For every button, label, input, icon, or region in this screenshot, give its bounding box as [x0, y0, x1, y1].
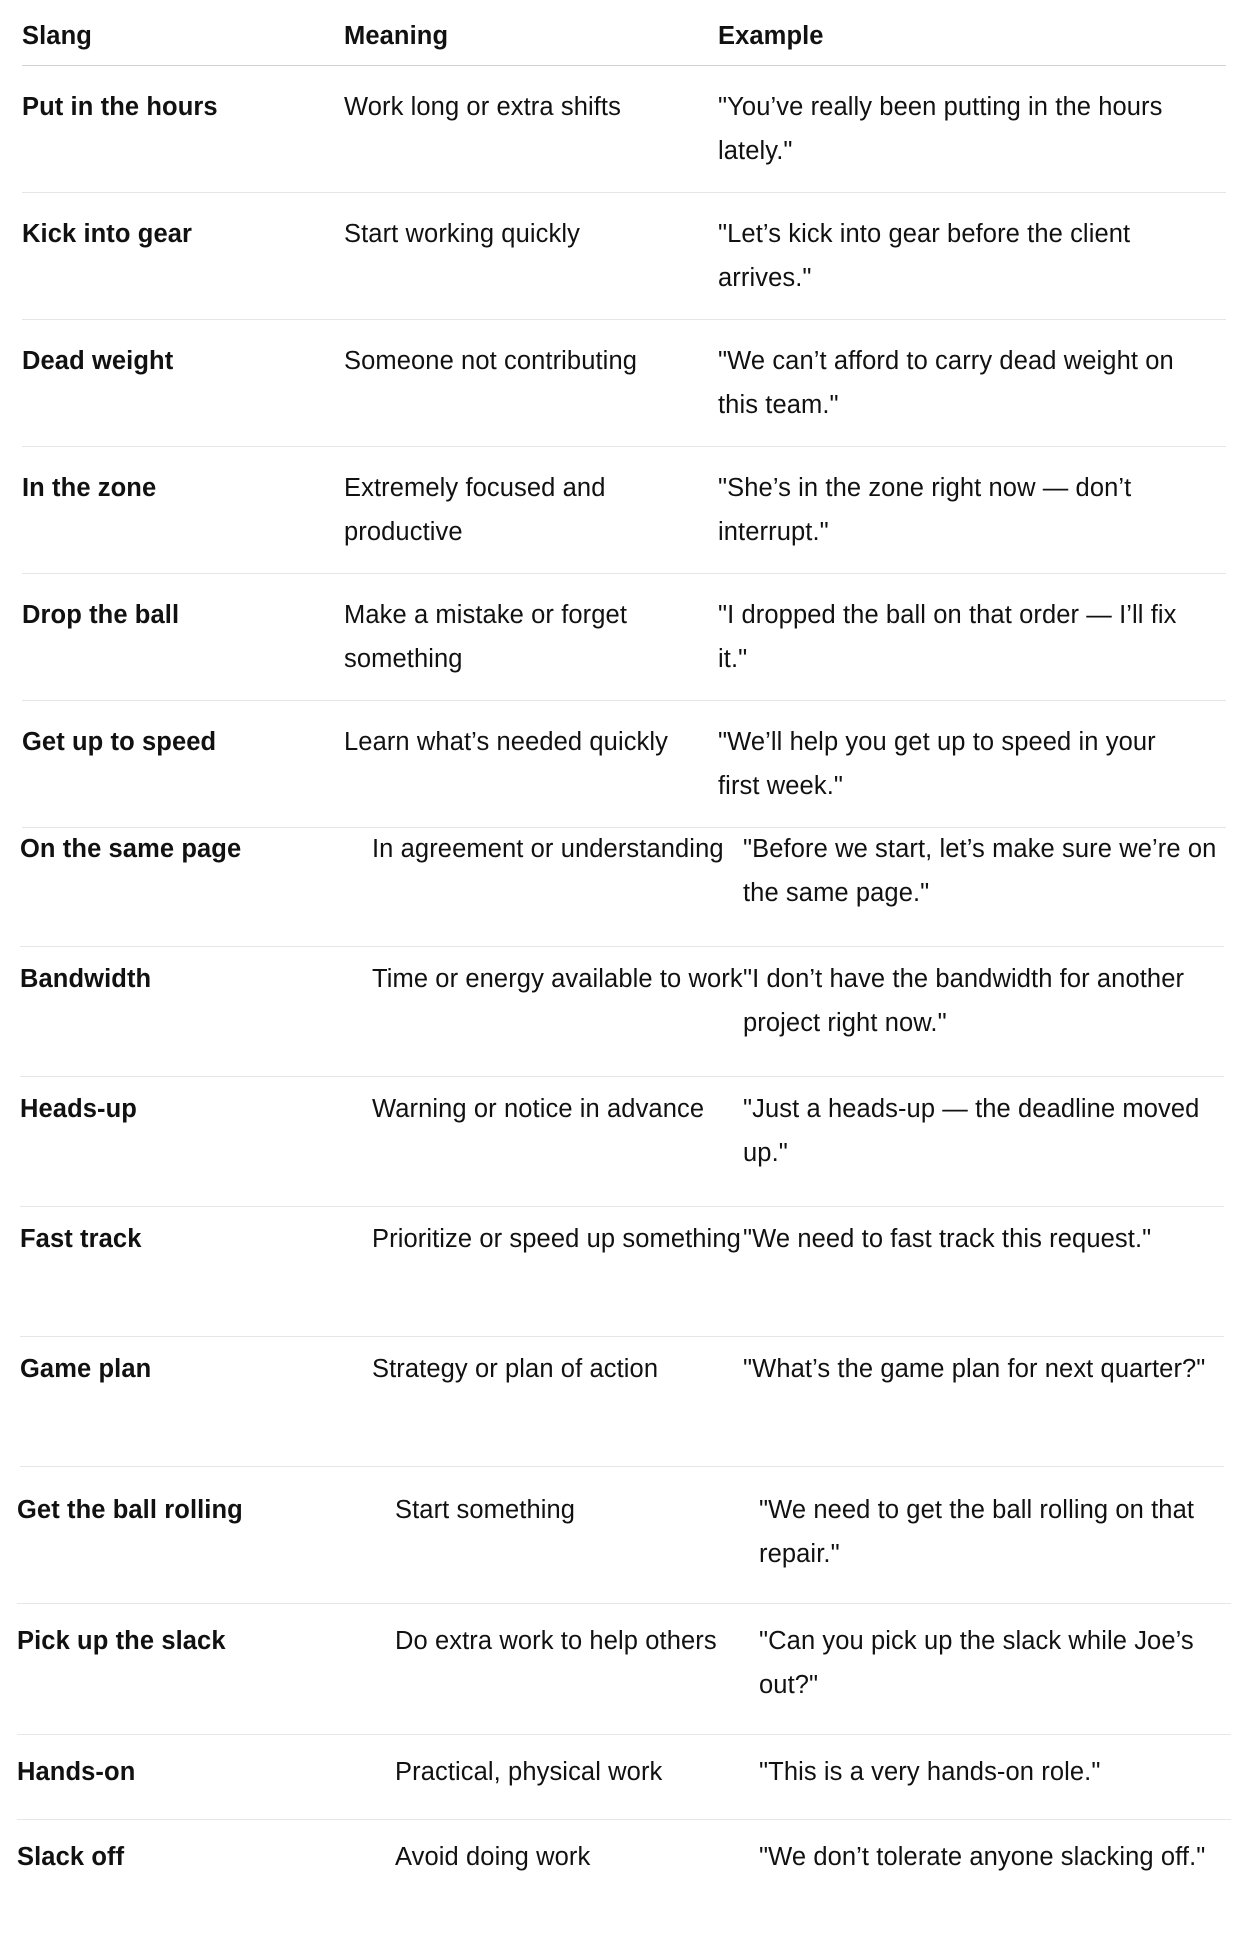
slang-cell: Get the ball rolling: [17, 1496, 243, 1524]
meaning-cell: Work long or extra shifts: [344, 93, 621, 121]
meaning-cell: In agreement or understanding: [372, 835, 724, 863]
meaning-cell: Practical, physical work: [395, 1758, 663, 1786]
example-cell: "We’ll help you get up to speed in your first week.": [718, 728, 1156, 800]
table-row: [20, 1207, 1224, 1337]
example-cell: "She’s in the zone right now — don’t interrupt.": [718, 474, 1132, 546]
meaning-cell: Avoid doing work: [395, 1843, 591, 1871]
example-cell: "You’ve really been putting in the hours lately.": [718, 93, 1163, 165]
meaning-cell: Make a mistake or forget something: [344, 601, 628, 673]
slang-cell: Slack off: [17, 1843, 125, 1871]
meaning-cell: Start working quickly: [344, 220, 580, 248]
meaning-cell: Someone not contributing: [344, 347, 638, 375]
example-cell: "I don’t have the bandwidth for another project right now.": [743, 965, 1185, 1037]
meaning-cell: Warning or notice in advance: [372, 1095, 705, 1123]
table-row: [20, 1077, 1224, 1207]
example-cell: "Before we start, let’s make sure we’re on the same page.": [743, 835, 1217, 907]
slang-table-section-2: [20, 817, 1224, 1467]
table-row: [22, 320, 1226, 447]
slang-cell: Dead weight: [22, 347, 174, 375]
example-cell: "We need to get the ball rolling on that repair.": [759, 1496, 1195, 1568]
slang-cell: Heads-up: [20, 1095, 137, 1123]
meaning-cell: Prioritize or speed up something: [372, 1225, 741, 1253]
slang-table-section-1: [22, 0, 1226, 828]
example-cell: "I dropped the ball on that order — I’ll fix it.": [718, 601, 1177, 673]
slang-cell: Kick into gear: [22, 220, 193, 248]
example-cell: "We can’t afford to carry dead weight on this team.": [718, 347, 1174, 419]
table-row: [22, 193, 1226, 320]
slang-cell: In the zone: [22, 474, 157, 502]
table-row: [20, 947, 1224, 1077]
slang-cell: Hands-on: [17, 1758, 136, 1786]
slang-cell: Game plan: [20, 1355, 152, 1383]
meaning-cell: Strategy or plan of action: [372, 1355, 659, 1383]
table-row: [22, 66, 1226, 193]
slang-cell: Put in the hours: [22, 93, 218, 121]
table-row: [20, 1337, 1224, 1467]
header-slang: Slang: [22, 22, 92, 50]
header-meaning: Meaning: [344, 22, 449, 50]
example-cell: "What’s the game plan for next quarter?": [743, 1355, 1206, 1383]
meaning-cell: Start something: [395, 1496, 576, 1524]
meaning-cell: Extremely focused and productive: [344, 474, 606, 546]
table-row: [22, 447, 1226, 574]
table-row: [20, 817, 1224, 947]
slang-cell: Pick up the slack: [17, 1627, 226, 1655]
example-cell: "Just a heads-up — the deadline moved up.": [743, 1095, 1200, 1167]
example-cell: "Let’s kick into gear before the client arrives.": [718, 220, 1131, 292]
meaning-cell: Time or energy available to work: [372, 965, 743, 993]
table-row: [17, 1820, 1231, 1951]
header-example: Example: [718, 22, 824, 50]
table-row: [17, 1604, 1231, 1735]
meaning-cell: Do extra work to help others: [395, 1627, 717, 1655]
table-row: [17, 1735, 1231, 1820]
example-cell: "This is a very hands-on role.": [759, 1758, 1101, 1786]
example-cell: "Can you pick up the slack while Joe’s out?": [759, 1627, 1194, 1699]
slang-cell: Fast track: [20, 1225, 142, 1253]
table-header-row: [22, 0, 1226, 66]
table-row: [22, 701, 1226, 828]
table-row: [17, 1473, 1231, 1604]
example-cell: "We don’t tolerate anyone slacking off.": [759, 1843, 1206, 1871]
slang-cell: Bandwidth: [20, 965, 152, 993]
slang-cell: On the same page: [20, 835, 242, 863]
example-cell: "We need to fast track this request.": [743, 1225, 1152, 1253]
slang-table-section-3: [17, 1473, 1231, 1951]
slang-cell: Get up to speed: [22, 728, 217, 756]
table-row: [22, 574, 1226, 701]
meaning-cell: Learn what’s needed quickly: [344, 728, 669, 756]
slang-cell: Drop the ball: [22, 601, 180, 629]
